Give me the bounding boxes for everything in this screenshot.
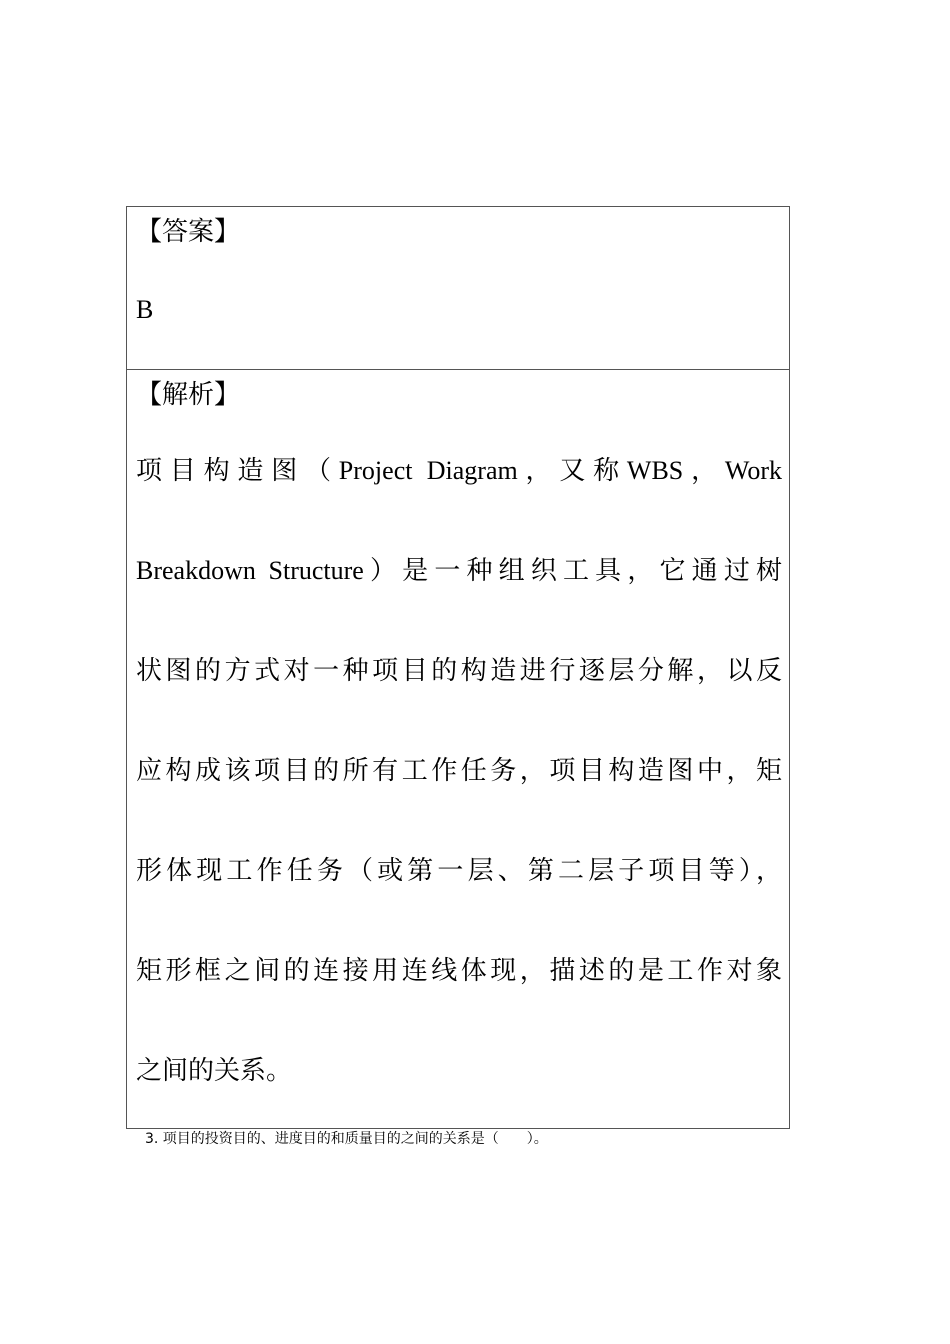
analysis-line: 应构成该项目的所有工作任务，项目构造图中，矩 xyxy=(136,756,782,785)
answer-cell xyxy=(127,207,789,370)
analysis-cell xyxy=(127,370,789,1128)
answer-heading: 【答案】 xyxy=(136,217,241,246)
analysis-line: 项目构造图（Project Diagram，又称WBS，Work xyxy=(136,456,782,485)
answer-value: B xyxy=(136,295,154,324)
analysis-heading: 【解析】 xyxy=(136,380,241,409)
analysis-line: 之间的关系。 xyxy=(136,1056,293,1085)
answer-table xyxy=(126,206,790,1129)
analysis-line: 状图的方式对一种项目的构造进行逐层分解，以反 xyxy=(136,656,782,685)
next-question-text: 3. 项目的投资目的、进度目的和质量目的之间的关系是（ ）。 xyxy=(145,1131,548,1147)
analysis-line: 矩形框之间的连接用连线体现，描述的是工作对象 xyxy=(136,956,782,985)
analysis-body xyxy=(136,446,782,1146)
analysis-line: 形体现工作任务（或第一层、第二层子项目等）， xyxy=(136,856,782,885)
analysis-line: Breakdown Structure）是一种组织工具，它通过树 xyxy=(136,556,782,585)
